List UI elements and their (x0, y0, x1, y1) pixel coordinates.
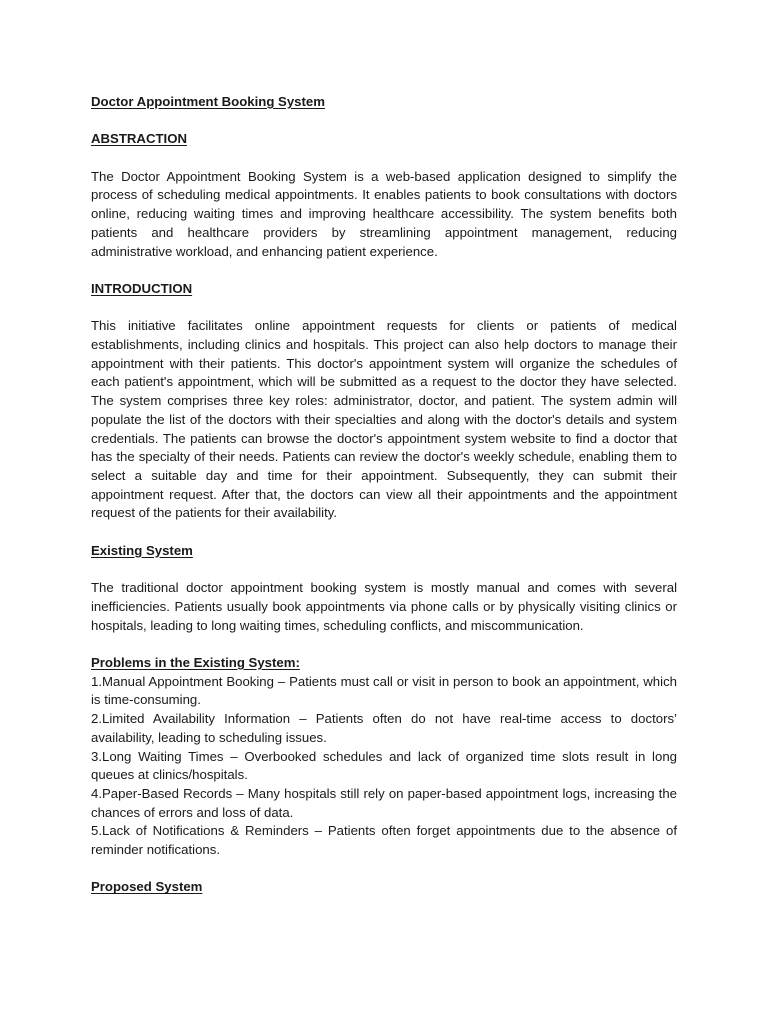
introduction-paragraph: This initiative facilitates online appointment requests for clients or patients of medical establishments, including clinics and hospitals. This project can also help doctors to manage their appointment with their patients. This doctor's appointment system will organize the schedules of each patient's appointment, which will be submitted as a request to the doctor they have selected. The system comprises three key roles: administrator, doctor, and patient. The system admin will populate the list of the doctors with their specialties and along with the doctor's details and system credentials. The patients can browse the doctor's appointment system website to find a doctor that has the specialty of their needs. Patients can review the doctor's weekly schedule, enabling them to select a suitable day and time for their appointment. Subsequently, they can submit their appointment request. After that, the doctors can view all their appointments and the appointment request of the patients for their availability. (91, 318, 677, 521)
document-page (91, 93, 677, 897)
document-title: Doctor Appointment Booking System (91, 94, 325, 109)
existing-system-heading: Existing System (91, 542, 193, 558)
abstraction-heading: ABSTRACTION (91, 131, 187, 147)
list-item: 1.Manual Appointment Booking – Patients must call or visit in person to book an appointment, which is time-consuming. (91, 673, 677, 708)
problems-list (91, 673, 677, 860)
proposed-system-heading: Proposed System (91, 879, 203, 895)
problems-heading-text: Problems in the Existing System (91, 654, 296, 670)
list-item: 3.Long Waiting Times – Overbooked schedules and lack of organized time slots result in long queues at clinics/hospitals. (91, 748, 677, 783)
problems-heading-colon: : (295, 654, 300, 670)
list-item: 5.Lack of Notifications & Reminders – Patients often forget appointments due to the absence of reminder notifications. (91, 823, 677, 858)
list-item: 4.Paper-Based Records – Many hospitals still rely on paper-based appointment logs, increasing the chances of errors and loss of data. (91, 785, 677, 820)
introduction-heading: INTRODUCTION (91, 280, 193, 296)
problems-heading (91, 654, 677, 673)
existing-system-paragraph: The traditional doctor appointment booking system is mostly manual and comes with several inefficiencies. Patients usually book appointments via phone calls or by physically visiting clinics or hospitals, leading to long waiting times, scheduling conflicts, and miscommunication. (91, 580, 677, 633)
abstraction-paragraph: The Doctor Appointment Booking System is a web-based application designed to simplify the process of scheduling medical appointments. It enables patients to book consultations with doctors online, reducing waiting times and improving healthcare accessibility. The system benefits both patients and healthcare providers by streamlining appointment management, reducing administrative workload, and enhancing patient experience. (91, 168, 677, 259)
list-item: 2.Limited Availability Information – Patients often do not have real-time access to doctors’ availability, leading to scheduling issues. (91, 711, 677, 745)
